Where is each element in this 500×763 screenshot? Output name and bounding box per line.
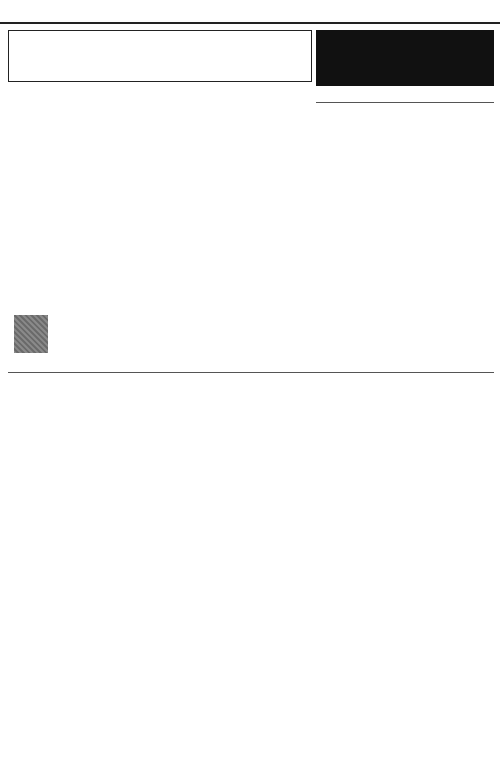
bottom-article-headline-box — [176, 380, 416, 436]
masthead — [316, 30, 494, 86]
editorial-title — [316, 100, 494, 103]
page-header — [0, 0, 500, 24]
article-photo — [14, 315, 48, 353]
top-article-headline-box — [8, 30, 312, 82]
section-divider — [8, 372, 494, 373]
